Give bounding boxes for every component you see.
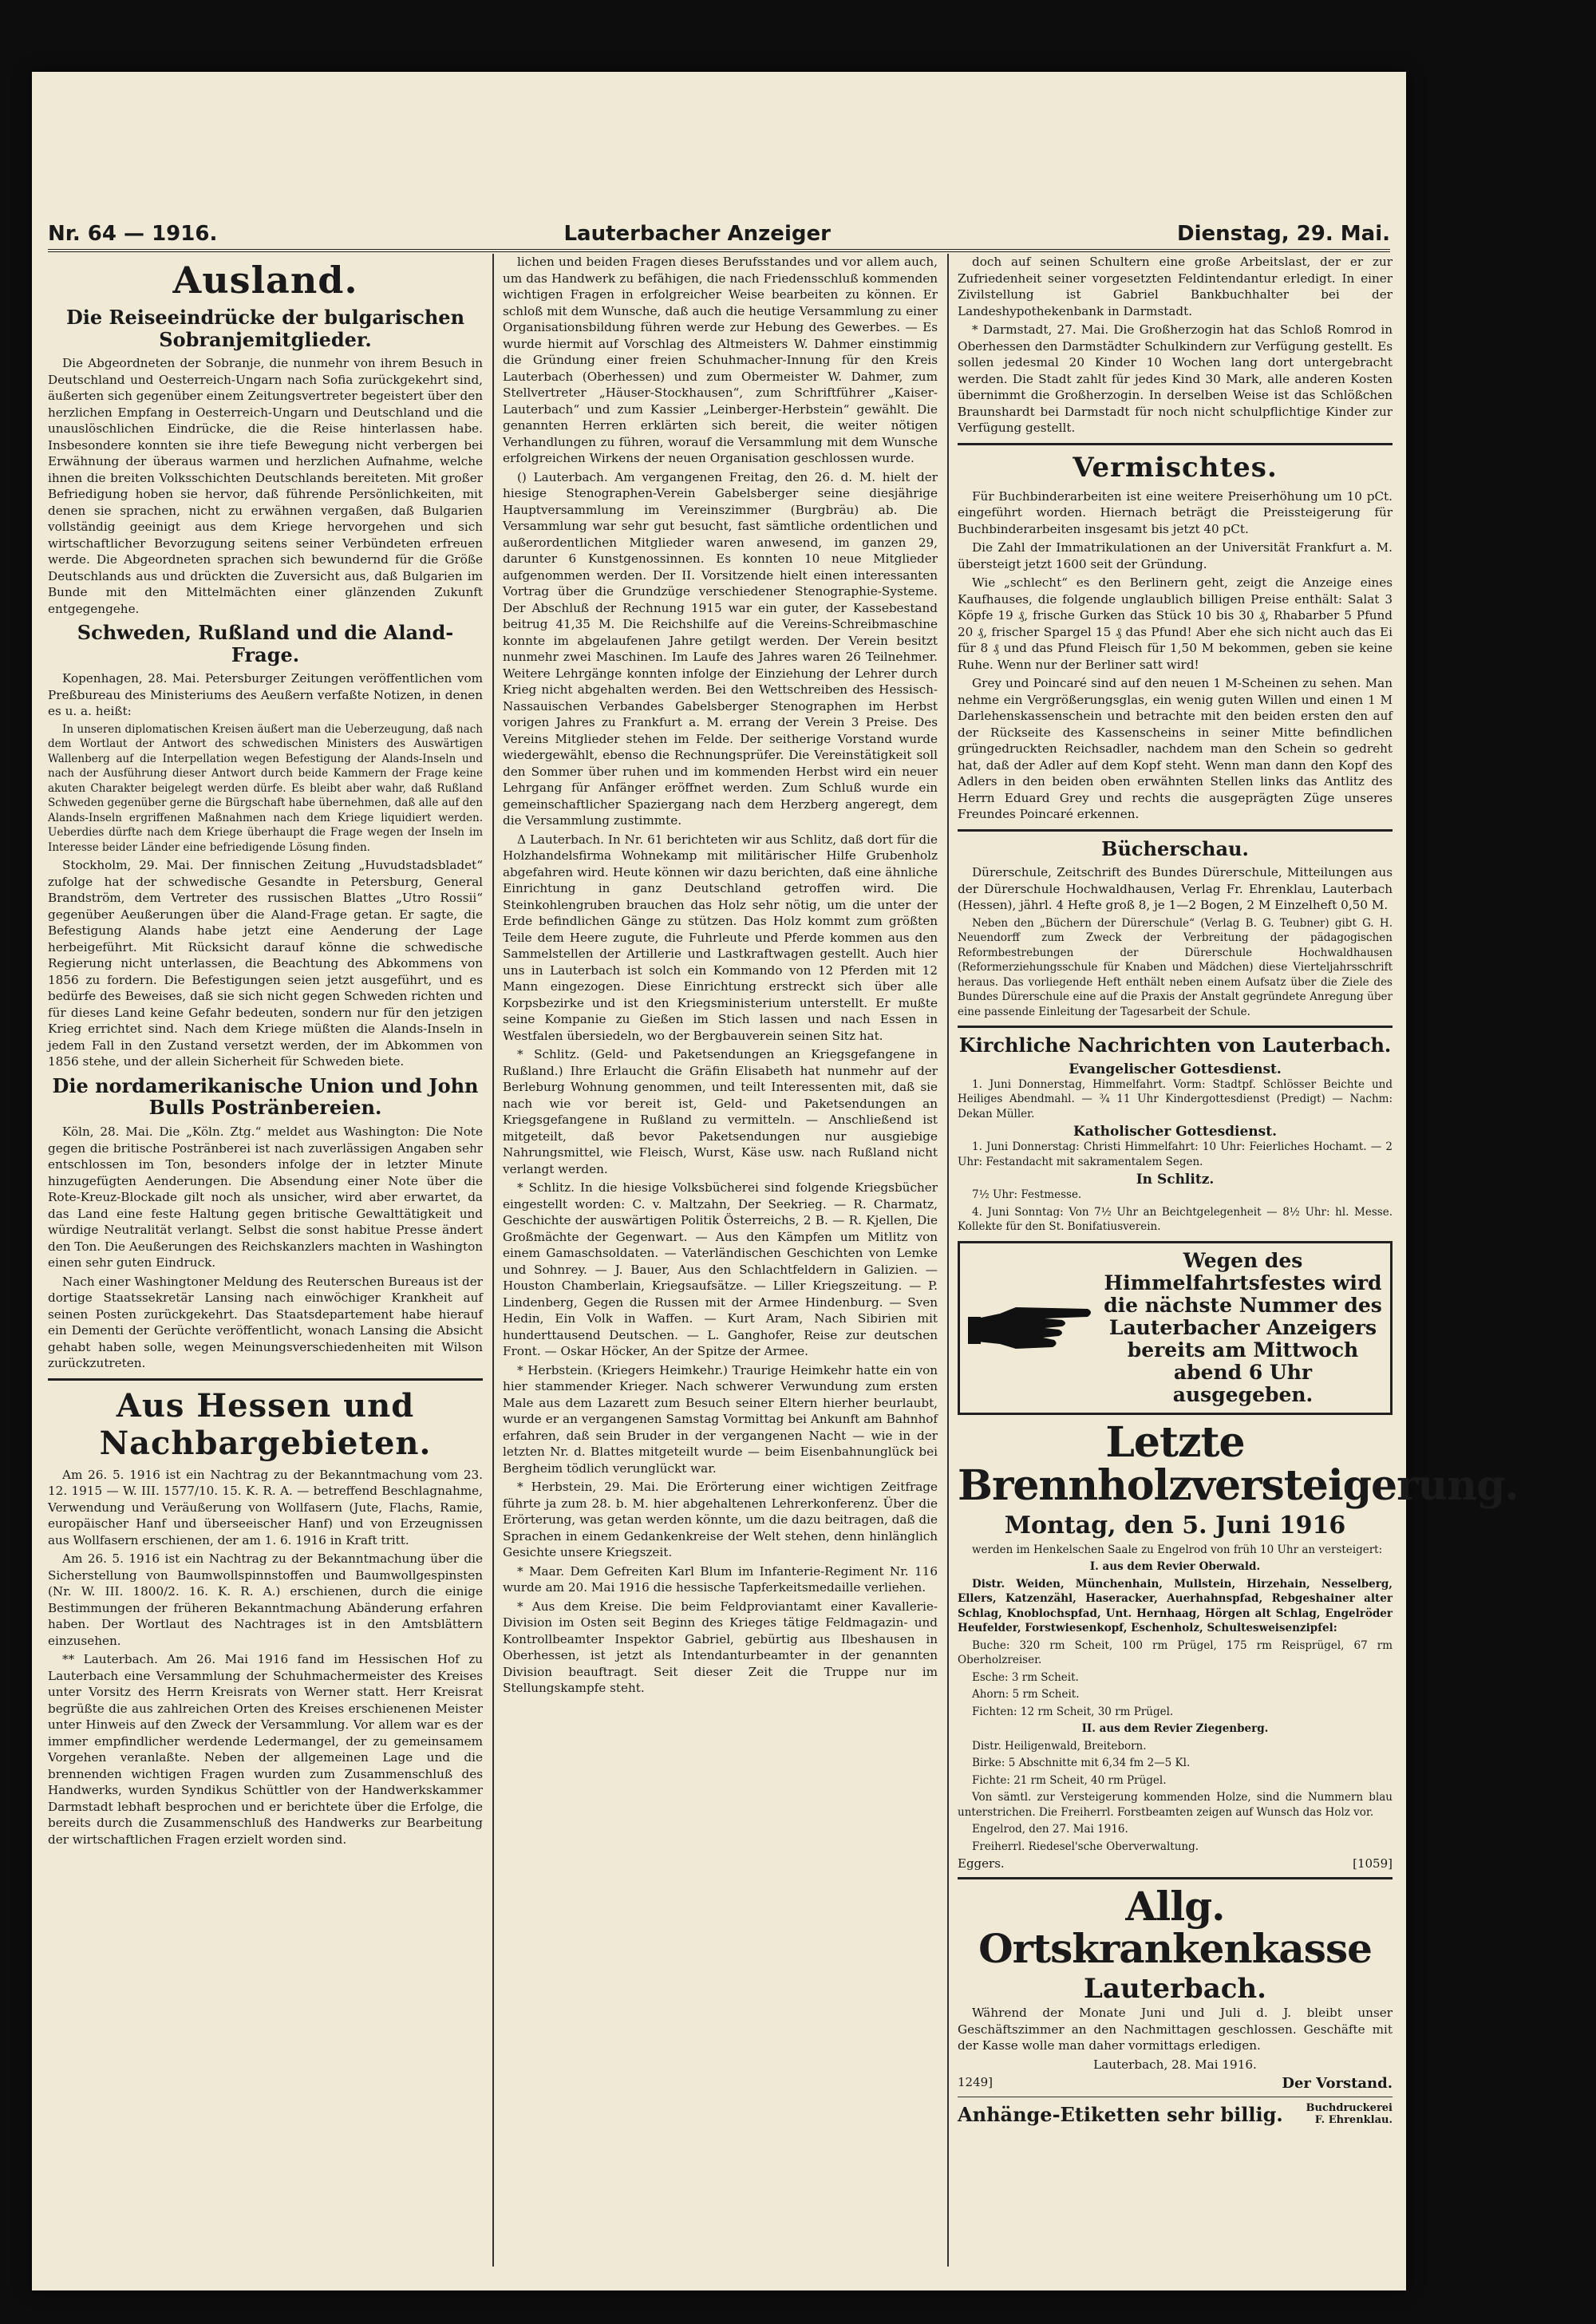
auction-line: Distr. Weiden, Münchenhain, Mullstein, Hirzehain, Nesselberg, Ellers, Katzenzähl, Haseracker, Auerhahnspfad, Rebgeshainer alter Schlag, Knoblochspfad, Unt. Hernhaag, Hörgen alt Schlag, Engelröder Heufelder, Forstwiesenkopf, Eschenholz, Schultesweisenzipfel:: [958, 1577, 1393, 1635]
article-paragraph: Dürerschule, Zeitschrift des Bundes Dürerschule, Mitteilungen aus der Dürerschule Hochwaldhausen, Verlag Fr. Ehrenklau, Lauterbach (Hessen), jährl. 4 Hefte groß 8, je 1—2 Bogen, 2 M Einzelheft 0,50 M.: [958, 865, 1393, 913]
article-paragraph: Stockholm, 29. Mai. Der finnischen Zeitung „Huvudstadsbladet“ zufolge hat der schwedische Gesandte in Petersburg, General Brandström, dem Vertreter des russischen Blattes „Utro Rossii“ gegenüber Aeußerungen über die Aland-Frage getan. Er sagte, die Befestigung Alands habe jetzt eine Aenderung der Lage herbeigeführt. Mit Rücksicht darauf könne die schwedische Regierung nicht unterlassen, die Beachtung des Abkommens von 1856 zu fordern. Die Befestigungen seien jetzt ausgeführt, und es bedürfe des Beweises, daß sie sich nicht gegen Schweden richten und für dieses Land keine Gefahr bedeuten, sondern nur für den jetzigen Krieg errichtet sind. Nach dem Kriege müßten die Alands-Inseln in jedem Fall in den Zustand versetzt werden, der im Abkommen von 1856 stehe, und der allein Sicherheit für Schweden biete.: [48, 858, 483, 1069]
newspaper-page: [32, 72, 1519, 2290]
auction-line: I. aus dem Revier Oberwald.: [1089, 1560, 1261, 1574]
section-heading-hessen: Aus Hessen und Nachbargebieten.: [99, 1386, 432, 1462]
column-3: [958, 254, 1519, 2267]
auction-line: Ahorn: 5 rm Scheit.: [972, 1688, 1080, 1702]
article-paragraph: Grey und Poincaré sind auf den neuen 1 M-Scheinen zu sehen. Man nehme ein Vergrößerungsglas, ein wenig guten Willen und einen 1 M Darlehenskassenschein und betrachte mit den beiden ersten den auf der Rückseite des Kassenscheins in seiner Mitte befindlichen grüngedruckten Reichsadler, nachdem man den Schein so gedreht hat, daß der Adler auf dem Kopf steht. Wenn man dann den Kopf des Adlers in den beiden oben erwähnten Stellen links das Antlitz des Herrn Eduard Grey und rechts die ausgeprägten Züge unseres Freundes Poincaré erkennen.: [958, 676, 1393, 821]
article-paragraph: In unseren diplomatischen Kreisen äußert man die Ueberzeugung, daß nach dem Wortlaut der Antwort des schwedischen Ministers des Auswärtigen Wallenberg auf die Interpellation wegen Befestigung der Alands-Inseln und nach der Ausführung dieser Antwort durch beide Kammern der Frage keine akuten Charakter beigelegt werden dürfe. Es bleibt aber wahr, daß Rußland Schweden gegenüber gerne die Bürgschaft habe übernehmen, daß alle auf den Alands-Inseln ergriffenen Maßnahmen nach dem Kriege liquidiert werden. Ueberdies dürfte nach dem Kriege überhaupt die Frage wegen der Inseln im Interesse beider Länder eine befriedigende Lösung finden.: [48, 722, 483, 854]
article-paragraph: Für Buchbinderarbeiten ist eine weitere Preiserhöhung um 10 pCt. eingeführt worden. Hiernach beträgt die Preissteigerung für Buchbinderarbeiten insgesamt bis jetzt 40 pCt.: [958, 488, 1393, 536]
masthead: [48, 214, 1390, 252]
divider: [958, 1026, 1393, 1028]
auction-line: II. aus dem Revier Ziegenberg.: [1081, 1722, 1269, 1736]
article-paragraph: Am 26. 5. 1916 ist ein Nachtrag zu der Bekanntmachung vom 23. 12. 1915 — W. III. 1577/10. 15. K. R. A. — betreffend Beschlagnahme, Verwendung und Veräußerung von Wollfasern (Jute, Flachs, Ramie, europäischer Hanf und überseeischer Hanf) und von Erzeugnissen aus Wollfasern erschienen, der am 1. 6. 1916 in Kraft tritt.: [48, 1467, 483, 1547]
article-paragraph: Neben den „Büchern der Dürerschule“ (Verlag B. G. Teubner) gibt G. H. Neuendorff zum Zweck der Verbreitung der pädagogischen Reformbestrebungen der Dürerschule Hochwaldhausen (Reformerziehungsschule für Knaben und Mädchen) diese Vierteljahrsschrift heraus. Das vorliegende Heft enthält neben einem Aufsatz über die Ziele des Bundes Dürerschule eine auf die Praxis der Anstalt gegründete Anregung über eine passende Einleitung der Tagesarbeit der Schule.: [958, 916, 1393, 1018]
auction-line: Freiherrl. Riedesel'sche Oberverwaltung.: [972, 1840, 1199, 1853]
krankenkasse-signature: Der Vorstand.: [1282, 2075, 1393, 2093]
article-paragraph: Am 26. 5. 1916 ist ein Nachtrag zu der Bekanntmachung über die Sicherstellung von Baumwollspinnstoffen und Baumwollgespinsten (Nr. W. III. 1800/2. 16. K. R. A.) erschienen, durch die einige Bestimmungen der früheren Bekanntmachung Abänderung erfahren haben. Der Wortlaut des Nachtrages ist in den Amtsblättern einzusehen.: [48, 1551, 483, 1648]
article-paragraph: * Herbstein. (Kriegers Heimkehr.) Traurige Heimkehr hatte ein von hier stammender Krieger. Nach schwerer Verwundung zum ersten Male aus dem Lazarett zum Besuch seiner Eltern hierher beurlaubt, wurde er an vergangenen Samstag Vormittag bei Ankunft am Bahnhof erfahren, daß sein Bruder in der vergangenen Nacht — wie in der letzten Nr. d. Blattes mitgeteilt wurde — beim Eisenbahnunglück bei Bergheim tödlich verunglückt war.: [503, 1362, 938, 1476]
divider: [958, 829, 1393, 832]
article-paragraph: * Schlitz. In die hiesige Volksbücherei sind folgende Kriegsbücher eingestellt worden: C. v. Maltzahn, Der Seekrieg. — R. Charmatz, Geschichte der auswärtigen Politik Österreichs, 2 B. — R. Kjellen, Die Großmächte der Gegenwart. — Aus den Kämpfen um Mitlitz von einem Gamaschsoldaten. — Vaterländischen Geschichten von Lemke und Sohnrey. — J. Bauer, Aus den Schlachtfeldern in Galizien. — Houston Chamberlain, Kriegsaufsätze. — Liller Kriegszeitung. — P. Lindenberg, Gegen die Russen mit der Armee Hindenburg. — Sven Hedin, Ein Volk in Waffen. — Kurt Aram, Nach Sibirien mit hunderttausend Deutschen. — L. Ganghofer, Reise zur deutschen Front. — Oskar Höcker, An der Spitze der Armee.: [503, 1180, 938, 1358]
column-1: [48, 254, 483, 2267]
auction-date: Montag, den 5. Juni 1916: [1004, 1511, 1346, 1539]
column-2: [503, 254, 938, 2267]
article-paragraph: doch auf seinen Schultern eine große Arbeitslast, der er zur Zufriedenheit seiner vorgesetzten Feldintendantur erledigt. In einer Zivilstellung ist Gabriel Bankbuchhalter bei der Landeshypothekenbank in Darmstadt.: [958, 255, 1393, 318]
krankenkasse-number: 1249]: [958, 2075, 994, 2090]
auction-signature: Eggers.: [958, 1856, 1005, 1871]
issue-date: Dienstag, 29. Mai.: [1177, 222, 1390, 246]
etiketten-text: Anhänge-Etiketten sehr billig.: [958, 2102, 1283, 2126]
divider: [958, 1877, 1393, 1879]
article-paragraph: Köln, 28. Mai. Die „Köln. Ztg.“ meldet aus Washington: Die Note gegen die britische Postränberei ist nach zuverlässigen Angaben sehr entschlossen im Ton, besonders infolge der in letzter Minute hinzugefügten Aenderungen. Die Absendung einer Note über die Rote-Kreuz-Blockade gilt noch als unsicher, wird aber erwartet, da das Land eine feste Haltung gegen britische Gewalttätigkeit und würdige Neutralität verlangt. Selbst die sonst habitue Presse ändert den Ton. Die Aeußerungen des Reichskanzlers machten in Washington einen sehr guten Eindruck.: [48, 1124, 483, 1271]
article-title: Schweden, Rußland und die Aland-Frage.: [77, 621, 454, 666]
church-line: 7½ Uhr: Festmesse.: [972, 1188, 1082, 1202]
notice-ad: [958, 1241, 1393, 1415]
article-paragraph: Δ Lauterbach. In Nr. 61 berichteten wir aus Schlitz, daß dort für die Holzhandelsfirma Wohnekamp mit militärischer Hilfe Grubenholz abgefahren wird. Heute können wir dazu berichten, daß eine ähnliche Einrichtung in ganz Deutschland getroffen wird. Die Steinkohlengruben brauchen das Holz sehr nötig, um die unter der Erde befindlichen Gänge zu stützen. Das Holz kommt zum größten Teile dem Heere zugute, die Fuhrleute und Pferde kommen aus den Sammelstellen der Artillerie und Lastkraftwagen gestellt. Auch hier uns in Lauterbach ist solch ein Kommando von 12 Pferden mit 12 Mann eingezogen. Diese Einrichtung erstreckt sich über alle Korpsbezirke und ist den Kriegsministerium unterstellt. Er mußte seine Kompanie zu Gießen im Stich lassen und nach Essen in Westfalen übersiedeln, wo der Bergbauverein seinen Sitz hat.: [503, 832, 938, 1043]
etiketten-printer: Buchdruckerei F. Ehrenklau.: [1306, 2102, 1393, 2127]
article-paragraph: * Schlitz. (Geld- und Paketsendungen an Kriegsgefangene in Rußland.) Ihre Erlaucht die Gräfin Elisabeth hat nunmehr auf der Berleburg Wohnung genommen, und teilt Interessenten mit, daß sie nach wie vor bereit ist, Geld- und Paketsendungen an Kriegsgefangene in Rußland zu vermitteln. — Anschließend ist mitgeteilt, daß bevor Paketsendungen nur ausgiebige Nahrungsmittel, wie Fleisch, Wurst, Käse usw. nach Rußland nicht verlangt werden.: [503, 1047, 938, 1176]
auction-number: [1059]: [1353, 1856, 1393, 1871]
divider: [958, 443, 1393, 445]
article-paragraph: * Darmstadt, 27. Mai. Die Großherzogin hat das Schloß Romrod in Oberhessen den Darmstädter Schulkindern zur Verfügung gestellt. Es sollen jedesmal 20 Kinder 10 Wochen lang dort untergebracht werden. Die Stadt zahlt für jedes Kind 30 Mark, alle anderen Kosten übernimmt die Großherzogin. In derselben Weise ist das Schlößchen Braunshardt bei Darmstadt für noch nicht schulpflichtige Kinder zur Verfügung gestellt.: [958, 322, 1393, 435]
auction-line: Engelrod, den 27. Mai 1916.: [972, 1823, 1128, 1836]
article-paragraph: * Maar. Dem Gefreiten Karl Blum im Infanterie-Regiment Nr. 116 wurde am 20. Mai 1916 die hessische Tapferkeitsmedaille verliehen.: [503, 1563, 938, 1595]
etiketten-ad: [958, 2102, 1393, 2126]
krankenkasse-date: Lauterbach, 28. Mai 1916.: [1093, 2057, 1257, 2072]
auction-line: Esche: 3 rm Scheit.: [972, 1670, 1079, 1684]
church-line: 4. Juni Sonntag: Von 7½ Uhr an Beichtgelegenheit — 8½ Uhr: hl. Messe. Kollekte für den St. Bonifatiusverein.: [958, 1205, 1393, 1234]
pointing-hand-icon: [968, 1296, 1096, 1360]
auction-line: Fichten: 12 rm Scheit, 30 rm Prügel.: [972, 1705, 1174, 1718]
auction-line: Buche: 320 rm Scheit, 100 rm Prügel, 175 rm Reisprügel, 67 rm Oberholzreiser.: [958, 1638, 1393, 1667]
auction-line: werden im Henkelschen Saale zu Engelrod von früh 10 Uhr an versteigert:: [972, 1543, 1383, 1556]
column-rule: [492, 254, 494, 2267]
krankenkasse-subtitle: Lauterbach.: [1084, 1973, 1266, 2006]
article-paragraph: ** Lauterbach. Am 26. Mai 1916 fand im Hessischen Hof zu Lauterbach eine Versammlung der Schuhmachermeister des Kreises unter Vorsitz des Herrn Kreisrats von Werner statt. Herr Kreisrat begrüßte die aus zahlreichen Orten des Kreises erschienenen Meister unter Hinweis auf den Zweck der Versammlung. Vor allem war es der immer empfindlicher werdende Ledermangel, der zu gemeinsamem Vorgehen veranlaßte. Neben der allgemeinen Lage und die brennenden wichtigen Fragen wurden zum Zusammenschluß des Handwerks, wurden Syndikus Schüttler von der Handwerkskammer Darmstadt lebhaft besprochen und er berichtete über die Erfolge, die bereits durch die Zusammenschluß des Handwerks zur Bearbeitung der wirtschaftlichen Fragen erzielt worden sind.: [48, 1652, 483, 1847]
article-paragraph: Die Zahl der Immatrikulationen an der Universität Frankfurt a. M. übersteigt jetzt 1600 seit der Gründung.: [958, 540, 1393, 571]
article-paragraph: Die Abgeordneten der Sobranje, die nunmehr von ihrem Besuch in Deutschland und Oesterreich-Ungarn nach Sofia zurückgekehrt sind, äußerten sich gegenüber einem Zeitungsvertreter begeistert über den herzlichen Empfang in Oesterreich-Ungarn und Deutschland und die unauslöschlichen Eindrücke, die die Reise hinterlassen habe. Insbesondere konnten sie ihre tiefe Bewegung nicht verbergen bei Erwähnung der überaus warmen und herzlichen Aufnahme, welche ihnen die breiten Volksschichten Deutschlands bereiteten. Mit großer Befriedigung hoben sie hervor, daß führende Persönlichkeiten, mit denen sie sprachen, nicht zu erwähnen vergaßen, daß Bulgarien vollständig geeinigt aus dem Kriege hervorgehen und sich wirtschaftlicher Bevorzugung seitens seiner Verbündeten erfreuen werde. Die Abgeordneten sprachen sich bewundernd für die Größe Deutschlands aus und drückten die Zuversicht aus, daß Bulgarien im Bunde mit den Mittelmächten einer glänzenden Zukunft entgegengehe.: [48, 356, 483, 616]
section-heading-ausland: Ausland.: [172, 259, 358, 302]
article-paragraph: Nach einer Washingtoner Meldung des Reuterschen Bureaus ist der dortige Staatssekretär Lansing nach einwöchiger Krankheit auf seinen Posten zurückgekehrt. Das Staatsdepartement habe hierauf ein Dementi der Gerüchte veröffentlicht, wonach Lansing die Absicht gehabt haben solle, wegen Meinungsverschiedenheiten mit Wilson zurückzutreten.: [48, 1274, 483, 1371]
auction-title: Letzte Brennholzversteigerung.: [958, 1417, 1519, 1511]
article-paragraph: lichen und beiden Fragen dieses Berufsstandes und vor allem auch, um das Handwerk zu befähigen, die nach Friedensschluß kommenden wichtigen Fragen in erfolgreicher Weise bearbeiten zu können. Er schloß mit dem Wunsche, daß auch die heutige Versammlung zu einer Organisationsbildung führen werde zur Hebung des Gewerbes. — Es wurde hiermit auf Vorschlag des Altmeisters W. Dahmer einstimmig die Gründung einer freien Schuhmacher-Innung für den Kreis Lauterbach (Oberhessen) und zum Obermeister W. Dahmer, zum Stellvertreter „Häuser-Stockhausen“, zum Schriftführer „Kaiser-Lauterbach“ und zum Kassier „Leinberger-Herbstein“ gewählt. Die genannten Herren erklärten sich bereit, die weiter nötigen Verhandlungen zu führen, worauf die Versammlung mit dem Wunsche erfolgreichen Wirkens der neuen Organisation geschlossen wurde.: [503, 255, 938, 465]
article-paragraph: () Lauterbach. Am vergangenen Freitag, den 26. d. M. hielt der hiesige Stenographen-Verein Gabelsberger seine diesjährige Hauptversammlung im Vereinszimmer (Burgbräu) ab. Die Versammlung war sehr gut besucht, fast sämtliche ordentlichen und außerordentlichen Mitglieder waren anwesend, im ganzen 29, darunter 6 Kunstgenossinnen. Es konnten 10 neue Mitglieder aufgenommen werden. Der II. Vorsitzende hielt einen interessanten Vortrag über die Grundzüge verschiedener Stenographie-Systeme. Der Abschluß der Rechnung 1915 war ein guter, der Kassebestand beitrug 41,35 M. Die Reichshilfe auf die Vereins-Schreibmaschine konnte im abgelaufenen Jahre getilgt werden. Der Verein besitzt nunmehr zwei Maschinen. Im Laufe des Jahres waren 26 Teilnehmer. Weitere Lehrgänge konnten infolge der Einziehung der Lehrer durch Krieg nicht abgehalten werden. Bei den Wettschreiben des Hessisch-Nassauischen Verbandes Gabelsberger Stenographen im Herbst vorigen Jahres zu Frankfurt a. M. errang der Verein 3 Preise. Des Vereins Mitglieder stehen im Felde. Der seitherige Vorstand wurde wiedergewählt, ebenso die Rechnungsprüfer. Die Vereinstätigkeit soll den Sommer über ruhen und im kommenden Herbst wird ein neuer Lehrgang für Anfänger eröffnet werden. Zum Schluß wurde ein gemeinschaftlicher Spaziergang nach dem Herzberg angeregt, dem die Versammlung zustimmte.: [503, 469, 938, 828]
auction-line: Distr. Heiligenwald, Breiteborn.: [972, 1739, 1147, 1753]
auction-line: Fichte: 21 rm Scheit, 40 rm Prügel.: [972, 1773, 1167, 1787]
column-rule: [947, 254, 949, 2267]
article-paragraph: * Herbstein, 29. Mai. Die Erörterung einer wichtigen Zeitfrage führte ja zum 28. b. M. hier abgehaltenen Lehrerkonferenz. Über die Erörterung, was getan werden könnte, um die dazu beitragen, daß die Sprachen in einem Gedankenkreise der Welt stehen, denn hinlänglich Gesichte unsere Kriegszeit.: [503, 1480, 938, 1559]
notice-text: Wegen des Himmelfahrtsfestes wird die nächste Nummer des Lauterbacher Anzeigers bereits am Mittwoch abend 6 Uhr ausgegeben.: [1104, 1248, 1382, 1406]
article-paragraph: Wie „schlecht“ es den Berlinern geht, zeigt die Anzeige eines Kaufhauses, die folgende unglaublich billigen Preise enthält: Salat 3 Köpfe 19 ₰, frische Gurken das Stück 10 bis 30 ₰, Rhabarber 5 Pfund 20 ₰, frischer Spargel 15 ₰ das Pfund! Aber ehe sich nicht auch das Ei für 8 ₰ und das Pfund Fleisch für 1,50 M bekommen, geben sie keine Ruhe. Wenn nur der Berliner satt wird!: [958, 575, 1393, 672]
krankenkasse-title: Allg. Ortskrankenkasse: [978, 1883, 1372, 1972]
article-title: Die nordamerikanische Union und John Bulls Postränbereien.: [52, 1073, 479, 1120]
church-line: 1. Juni Donnerstag: Christi Himmelfahrt: 10 Uhr: Feierliches Hochamt. — 2 Uhr: Festandacht mit sakramentalem Segen.: [958, 1140, 1393, 1168]
church-subheading: Evangelischer Gottesdienst.: [1069, 1061, 1282, 1077]
krankenkasse-text: Während der Monate Juni und Juli d. J. bleibt unser Geschäftszimmer an den Nachmittagen geschlossen. Geschäfte mit der Kasse wolle man daher vormittags erledigen.: [958, 2006, 1393, 2053]
auction-line: Von sämtl. zur Versteigerung kommenden Holze, sind die Nummern blau unterstrichen. Die Freiherrl. Forstbeamten zeigen auf Wunsch das Holz vor.: [958, 1791, 1393, 1819]
paper-title: Lauterbacher Anzeiger: [563, 222, 831, 246]
section-heading-buecherschau: Bücherschau.: [1101, 836, 1249, 860]
church-heading: Kirchliche Nachrichten von Lauterbach.: [958, 1034, 1392, 1057]
article-title: Die Reiseeindrücke der bulgarischen Sobranjemitglieder.: [65, 306, 465, 351]
krankenkasse-footer: [958, 2075, 1393, 2092]
article-paragraph: Kopenhagen, 28. Mai. Petersburger Zeitungen veröffentlichen vom Preßbureau des Ministeriums des Aeußern verfaßte Notizen, in denen es u. a. heißt:: [48, 671, 483, 719]
auction-footer: [958, 1856, 1393, 1871]
church-line: 1. Juni Donnerstag, Himmelfahrt. Vorm: Stadtpf. Schlösser Beichte und Heiliges Abendmahl. — ¾ 11 Uhr Kindergottesdienst (Predigt) — Nachm: Dekan Müller.: [958, 1077, 1393, 1120]
auction-line: Birke: 5 Abschnitte mit 6,34 fm 2—5 Kl.: [972, 1757, 1191, 1770]
divider: [48, 1378, 483, 1381]
issue-number: Nr. 64 — 1916.: [48, 222, 218, 246]
article-paragraph: * Aus dem Kreise. Die beim Feldproviantamt einer Kavallerie-Division im Osten seit Beginn des Krieges tätige Feldmagazin- und Kontrollbeamter Inspektor Gabriel, gebürtig aus Ilbeshausen in Oberhessen, ist jetzt als Intendanturbeamter in der genannten Division beauftragt. Seit dieser Zeit die Truppe nur im Stellungskampfe steht.: [503, 1599, 938, 1695]
church-subheading: In Schlitz.: [1136, 1172, 1215, 1188]
section-heading-vermischtes: Vermischtes.: [1073, 451, 1278, 484]
church-subheading: Katholischer Gottesdienst.: [1073, 1124, 1278, 1140]
